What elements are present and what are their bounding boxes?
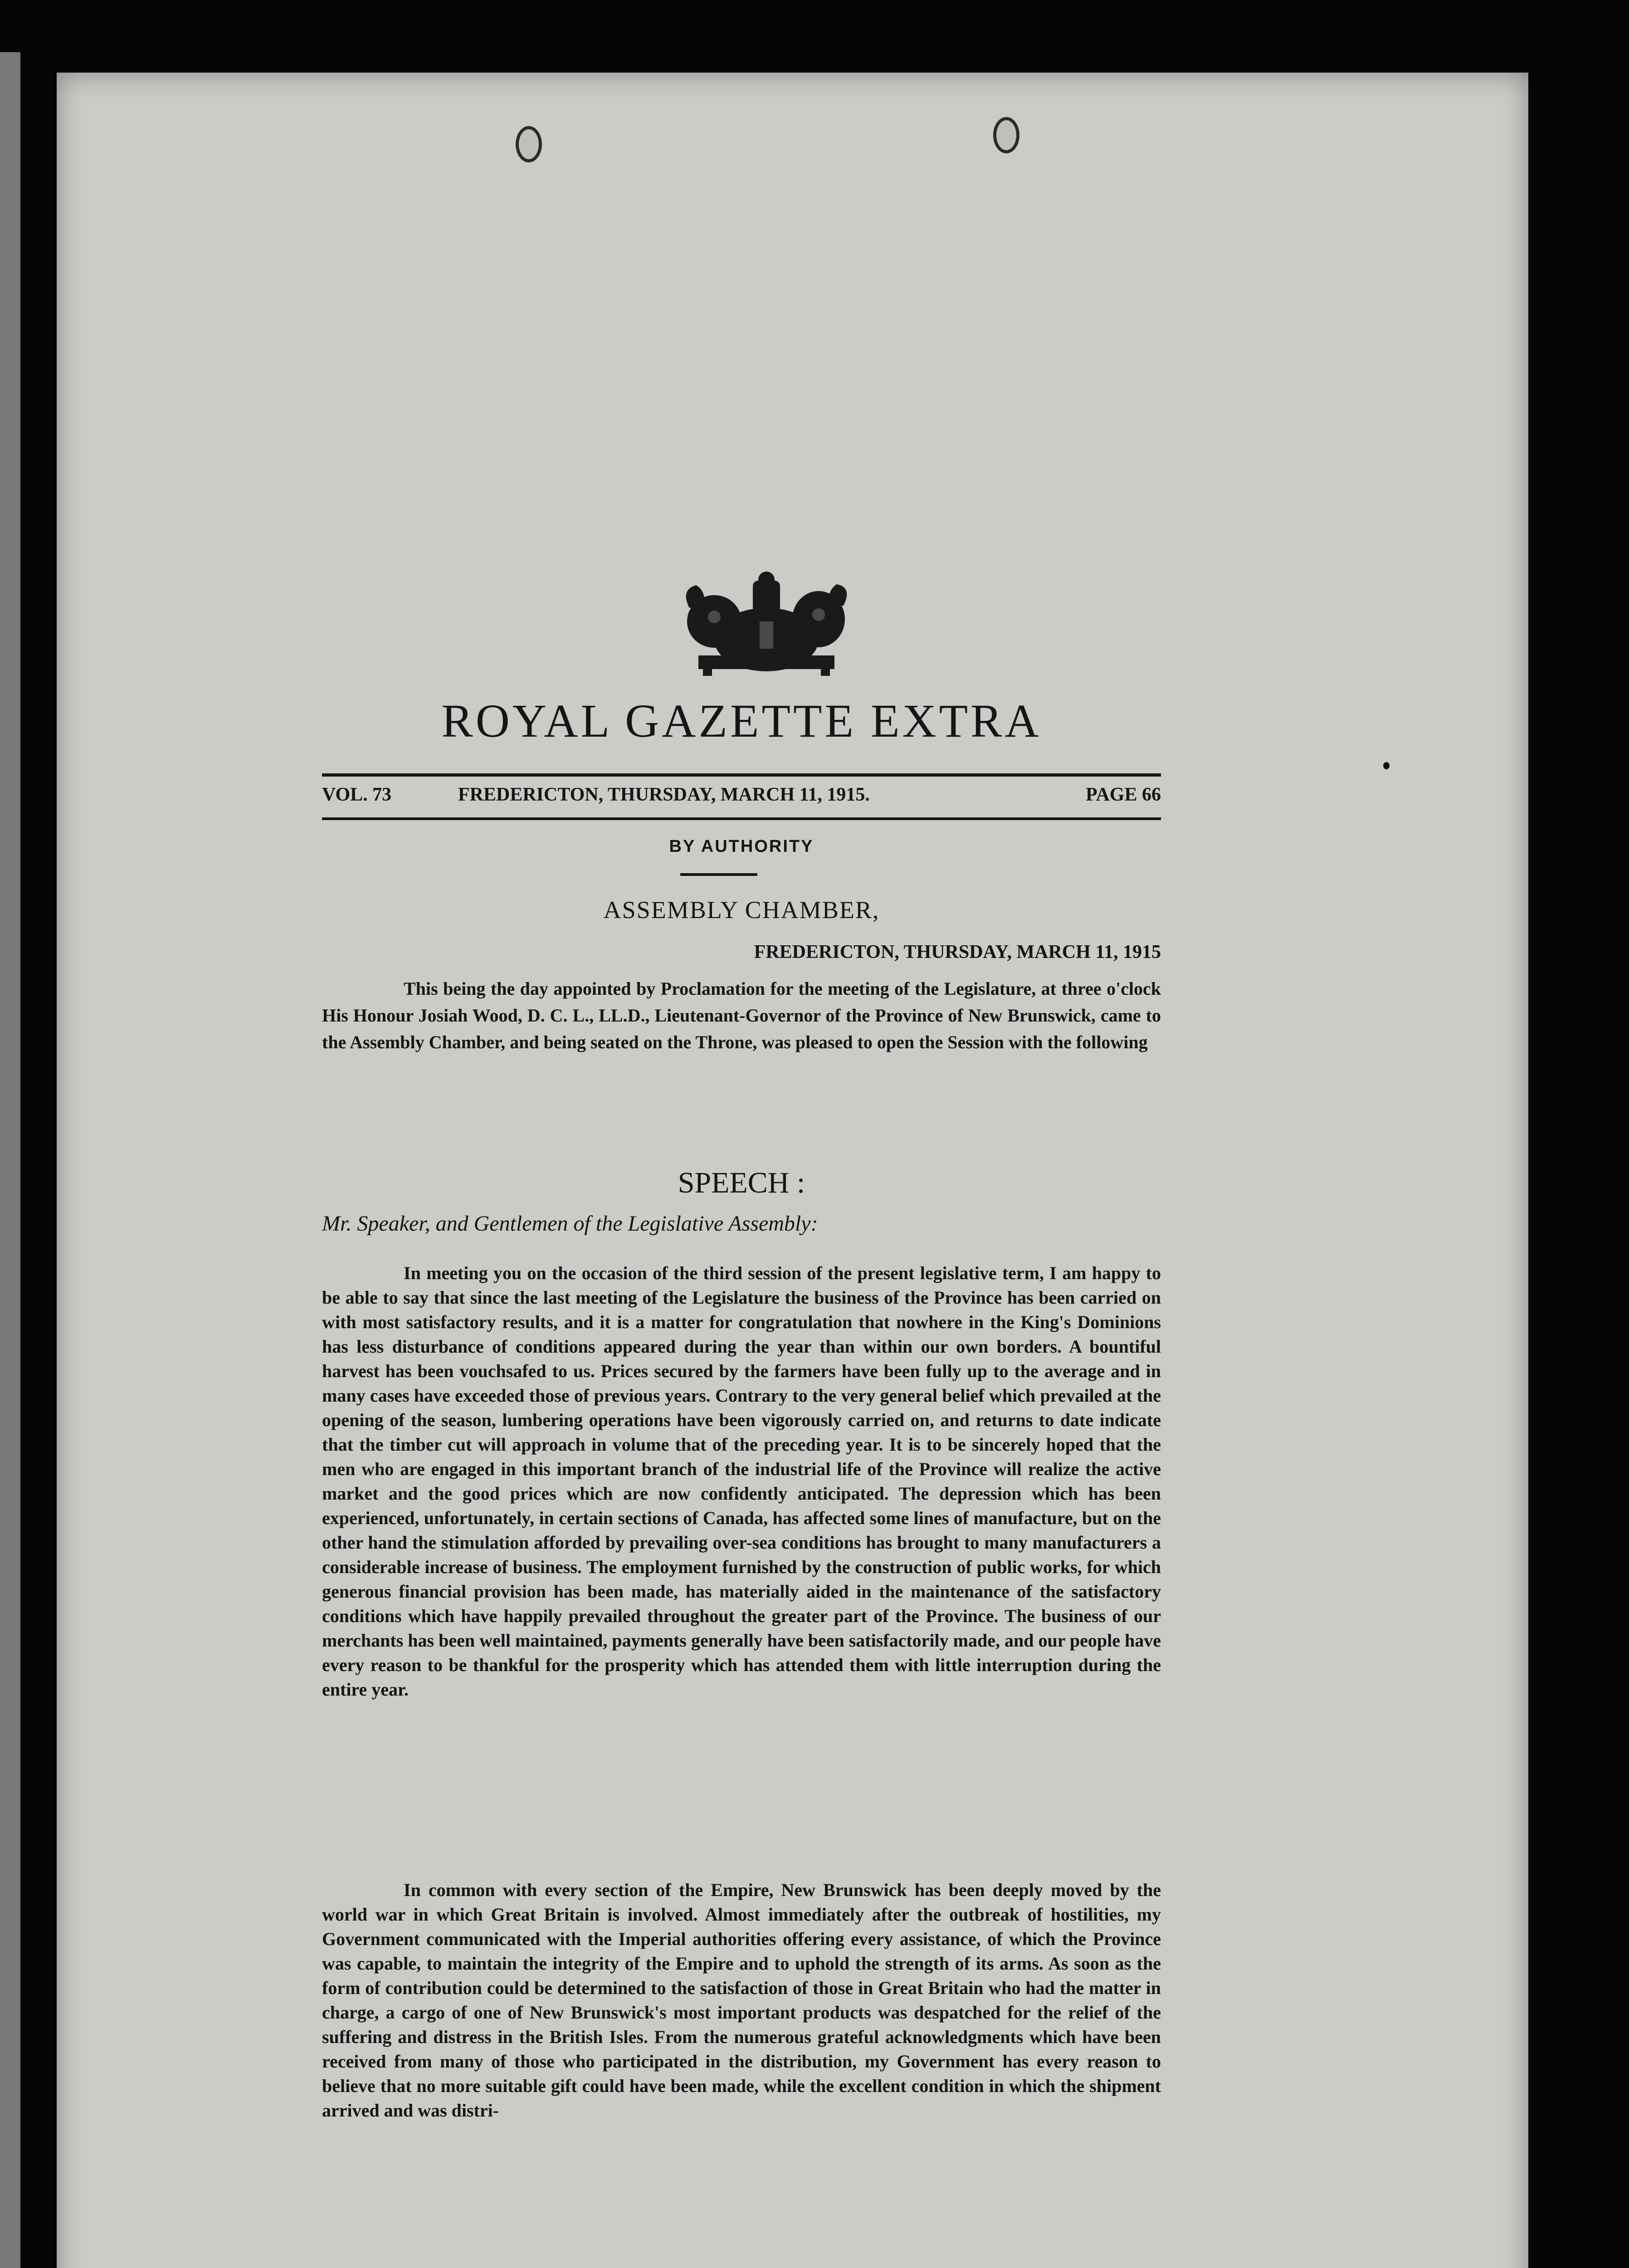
royal-crest-icon <box>671 572 862 676</box>
speech-paragraph: In meeting you on the occasion of the third session of the present legislative term, I am happy to be able to say that since the last meeting of the Legislature the business of the Province has been carried on with most satisfactory results, and it is a matter for congratulation that nowhere in the King's Dominions has less disturbance of conditions appeared during the year than within our own borders. A bountiful harvest has been vouchsafed to us. Prices secured by the farmers have been fully up to the average and in many cases have exceeded those of previous years. Contrary to the very general belief which prevailed at the opening of the season, lumbering operations have been vigorously carried on, and returns to date indicate that the timber cut will approach in volume that of the preceding year. It is to be sincerely hoped that the men who are engaged in this important branch of the industrial life of the Province will realize the active market and the good prices which are now confidently anticipated. The depression which has been experienced, unfortunately, in certain sections of Canada, has affected some lines of manufacture, but on the other hand the stimulation afforded by prevailing over-sea conditions has brought to many manufacturers a considerable increase of business. The employment furnished by the construction of public works, for which generous financial provision has been made, has materially aided in the maintenance of the satisfactory conditions which have happily prevailed throughout the greater part of the Province. The business of our merchants has been well maintained, payments generally have been satisfactorily made, and our people have every reason to be thankful for the prosperity which has attended them with little interruption during the entire year. <box>322 1263 1161 1700</box>
punch-hole <box>516 126 542 162</box>
adjacent-page-edge <box>0 52 20 2268</box>
issue-line <box>322 784 1161 811</box>
gazette-page <box>57 73 1528 2268</box>
masthead-rule <box>322 817 1161 820</box>
masthead-rule <box>322 773 1161 777</box>
divider <box>680 873 757 876</box>
volume-number: VOL. 73 <box>322 784 392 805</box>
issue-date: FREDERICTON, THURSDAY, MARCH 11, 1915. <box>458 784 870 805</box>
ink-speck <box>1383 762 1390 769</box>
intro-paragraph: This being the day appointed by Proclamation for the meeting of the Legislature, at three o'clock His Honour Josiah Wood, D. C. L., LL.D., Lieutenant-Governor of the Province of New Brunswick, came to the Assembly Chamber, and being seated on the Throne, was pleased to open the Session with the following <box>322 978 1161 1052</box>
section-heading: ASSEMBLY CHAMBER, <box>603 896 880 924</box>
speech-heading: SPEECH : <box>678 1166 805 1199</box>
punch-hole <box>993 117 1019 153</box>
gazette-title: ROYAL GAZETTE EXTRA <box>441 695 1042 747</box>
page-number: PAGE 66 <box>1085 784 1161 805</box>
speech-paragraph: In common with every section of the Empire, New Brunswick has been deeply moved by the world war in which Great Britain is involved. Almost immediately after the outbreak of hostilities, my Government communicated with the Imperial authorities offering every assistance, of which the Province was capable, to maintain the integrity of the Empire and to uphold the strength of its arms. As soon as the form of contribution could be determined to the satisfaction of those in Great Britain who had the matter in charge, a cargo of one of New Brunswick's most important products was despatched for the relief of the suffering and distress in the British Isles. From the numerous grateful acknowledgments which have been received from many of those who participated in the distribution, my Government has every reason to believe that no more suitable gift could have been made, while the excellent condition in which the shipment arrived and was distri- <box>322 1880 1161 2121</box>
authority-line: BY AUTHORITY <box>669 837 814 856</box>
dateline: FREDERICTON, THURSDAY, MARCH 11, 1915 <box>754 942 1161 963</box>
salutation: Mr. Speaker, and Gentlemen of the Legislative Assembly: <box>322 1212 818 1236</box>
